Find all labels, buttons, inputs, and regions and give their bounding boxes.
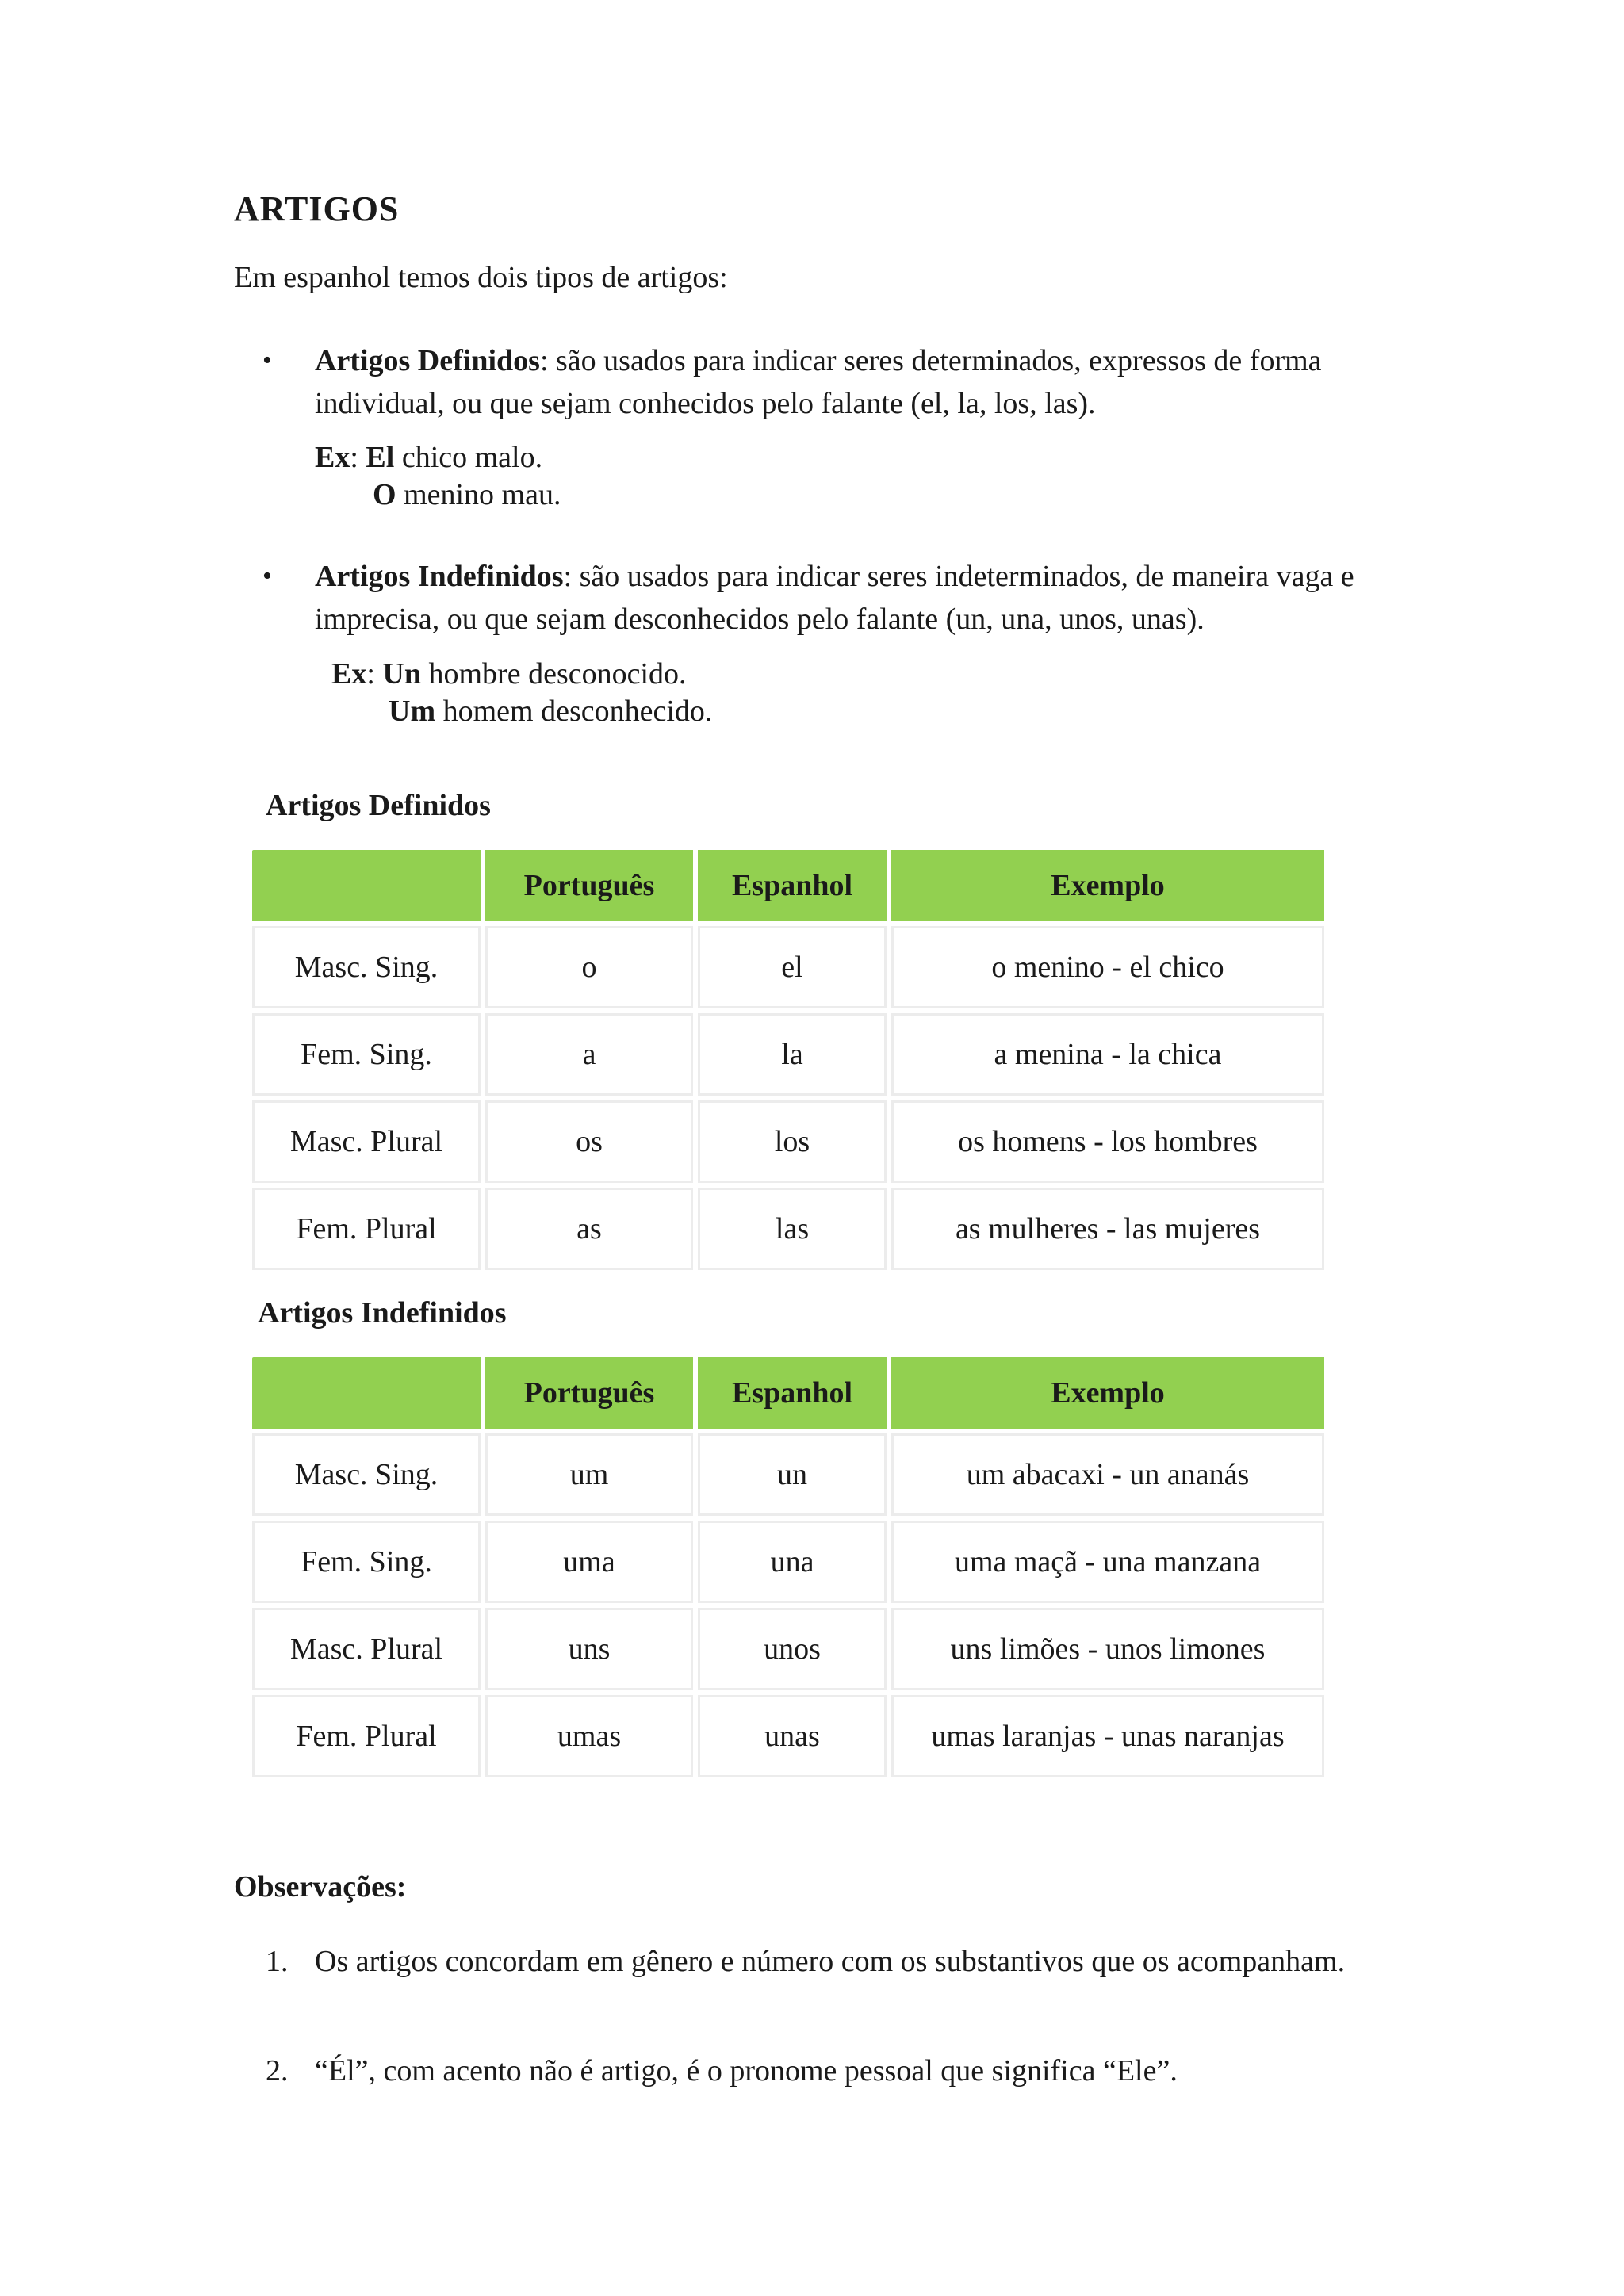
bullet-text: [315, 339, 1408, 425]
cell-portugues: a: [485, 1013, 693, 1096]
cell-portugues: os: [485, 1100, 693, 1183]
cell-espanhol: el: [698, 926, 887, 1008]
example-definidos-line1: Ex: El chico malo.: [315, 441, 543, 474]
cell-portugues: umas: [485, 1695, 693, 1777]
table-header-row: [252, 1357, 1324, 1429]
table-row: [252, 1521, 1324, 1603]
cell-espanhol: una: [698, 1521, 887, 1603]
observation-item-1: [266, 1942, 1376, 1980]
header-cell-portugues: Português: [485, 850, 693, 921]
cell-exemplo: uma maçã - una manzana: [891, 1521, 1324, 1603]
example-article: Um: [389, 695, 436, 728]
table-title-definidos: Artigos Definidos: [266, 789, 491, 822]
cell-espanhol: la: [698, 1013, 887, 1096]
example-article: El: [366, 441, 395, 474]
cell-exemplo: o menino - el chico: [891, 926, 1324, 1008]
cell-exemplo: as mulheres - las mujeres: [891, 1188, 1324, 1270]
header-cell-empty: [252, 1357, 481, 1429]
cell-espanhol: las: [698, 1188, 887, 1270]
cell-espanhol: unos: [698, 1608, 887, 1690]
cell-category: Masc. Sing.: [252, 1433, 481, 1516]
cell-exemplo: um abacaxi - un ananás: [891, 1433, 1324, 1516]
table-row: [252, 1188, 1324, 1270]
table-row: [252, 1433, 1324, 1516]
table-artigos-indefinidos: [247, 1353, 1329, 1782]
header-cell-exemplo: Exemplo: [891, 850, 1324, 921]
cell-exemplo: a menina - la chica: [891, 1013, 1324, 1096]
table-row: [252, 1013, 1324, 1096]
cell-portugues: uma: [485, 1521, 693, 1603]
bullet-indefinidos: [262, 555, 1408, 641]
observation-item-2: [266, 2052, 1376, 2090]
table-row: [252, 926, 1324, 1008]
cell-exemplo: uns limões - unos limones: [891, 1608, 1324, 1690]
example-phrase: homem desconhecido.: [435, 695, 713, 728]
cell-category: Fem. Sing.: [252, 1521, 481, 1603]
table-artigos-definidos: [247, 845, 1329, 1275]
observation-text: “Él”, com acento não é artigo, é o pronome pessoal que significa “Ele”.: [315, 2054, 1178, 2087]
example-definidos-line2: [373, 476, 561, 514]
cell-portugues: as: [485, 1188, 693, 1270]
page-title: ARTIGOS: [234, 189, 400, 228]
cell-espanhol: unas: [698, 1695, 887, 1777]
cell-category: Masc. Plural: [252, 1100, 481, 1183]
cell-category: Masc. Sing.: [252, 926, 481, 1008]
bullet-term: Artigos Definidos: [315, 344, 540, 377]
bullet-text: [315, 555, 1408, 641]
bullet-dot-icon: •: [262, 346, 272, 375]
observation-number: 1.: [266, 1945, 289, 1978]
bullet-dot-icon: •: [262, 561, 272, 591]
bullet-definidos: [262, 339, 1408, 425]
cell-category: Masc. Plural: [252, 1608, 481, 1690]
example-indefinidos-line1: Ex: Un hombre desconocido.: [331, 657, 687, 691]
header-cell-exemplo: Exemplo: [891, 1357, 1324, 1429]
cell-portugues: uns: [485, 1608, 693, 1690]
example-label: Ex: [315, 441, 350, 474]
example-phrase: chico malo.: [394, 441, 543, 474]
bullet-description: : são usados para indicar seres indeterminados, de maneira vaga e imprecisa, ou que sejam desconhecidos pelo falante (un, una, unos, unas).: [315, 560, 1354, 636]
bullet-term: Artigos Indefinidos: [315, 560, 564, 593]
header-cell-espanhol: Espanhol: [698, 850, 887, 921]
table-row: [252, 1695, 1324, 1777]
header-cell-espanhol: Espanhol: [698, 1357, 887, 1429]
cell-espanhol: los: [698, 1100, 887, 1183]
cell-category: Fem. Plural: [252, 1188, 481, 1270]
example-phrase: menino mau.: [396, 478, 561, 511]
observations-title: Observações:: [234, 1870, 407, 1904]
cell-category: Fem. Sing.: [252, 1013, 481, 1096]
example-phrase: hombre desconocido.: [421, 657, 687, 691]
cell-exemplo: umas laranjas - unas naranjas: [891, 1695, 1324, 1777]
observation-number: 2.: [266, 2054, 289, 2087]
example-indefinidos-line2: [389, 692, 712, 730]
intro-paragraph: Em espanhol temos dois tipos de artigos:: [234, 261, 728, 294]
table-title-indefinidos: Artigos Indefinidos: [258, 1296, 507, 1330]
example-article: Un: [382, 657, 421, 691]
header-cell-portugues: Português: [485, 1357, 693, 1429]
cell-category: Fem. Plural: [252, 1695, 481, 1777]
observation-text: Os artigos concordam em gênero e número com os substantivos que os acompanham.: [315, 1945, 1346, 1978]
bullet-description: : são usados para indicar seres determinados, expressos de forma individual, ou que sejam conhecidos pelo falante (el, la, los, las).: [315, 344, 1322, 420]
example-label: Ex: [331, 657, 367, 691]
cell-portugues: um: [485, 1433, 693, 1516]
table-row: [252, 1608, 1324, 1690]
cell-espanhol: un: [698, 1433, 887, 1516]
cell-portugues: o: [485, 926, 693, 1008]
table-row: [252, 1100, 1324, 1183]
example-article: O: [373, 478, 396, 511]
header-cell-empty: [252, 850, 481, 921]
table-header-row: [252, 850, 1324, 921]
cell-exemplo: os homens - los hombres: [891, 1100, 1324, 1183]
